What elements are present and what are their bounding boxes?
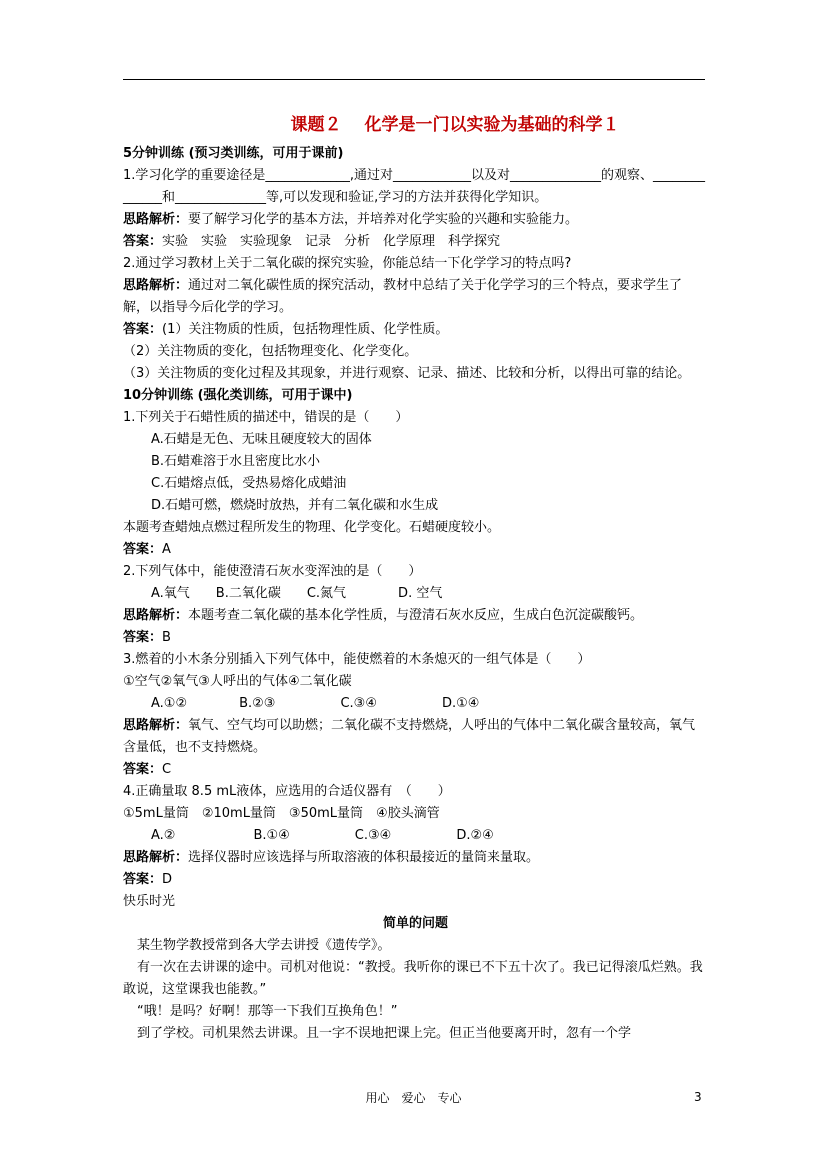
answer-label: 答案： (123, 872, 163, 887)
analysis-text: 要了解学习化学的基本方法，并培养对化学实验的兴趣和实验能力。 (188, 212, 579, 227)
test-2-options: A.氧气 B.二氧化碳 C.氮气 D. 空气 (151, 586, 443, 601)
answer-label: 答案： (123, 762, 163, 777)
test-3-options: A.①② B.②③ C.③④ D.①④ (151, 696, 480, 711)
question-2: 2.通过学习教材上关于二氧化碳的探究实验，你能总结一下化学学习的特点吗? (123, 256, 572, 271)
analysis-label: 思路解析： (123, 278, 189, 293)
answer-label: 答案： (123, 322, 163, 337)
document-body (123, 143, 708, 1045)
test-1-answer (123, 539, 708, 561)
section-heading-10min: 10分钟训练 (强化类训练，可用于课中) (123, 388, 353, 403)
answer-text: C (162, 762, 172, 777)
answer-2-part-3: （3）关注物质的变化过程及其现象，并进行观察、记录、描述、比较和分析，以得出可靠的结论。 (123, 366, 691, 381)
option-b: B.石蜡难溶于水且密度比水小 (151, 454, 321, 469)
test-question-4: 4.正确量取 8.5 mL液体，应选用的合适仪器有 （ ） (123, 784, 451, 799)
option-c: C.石蜡熔点低，受热易熔化成蜡油 (151, 476, 347, 491)
test-question-2: 2.下列气体中，能使澄清石灰水变浑浊的是（ ） (123, 564, 422, 579)
section-heading-5min: 5分钟训练 (预习类训练，可用于课前) (123, 146, 344, 161)
test-2-analysis (123, 605, 708, 627)
footer-motto: 用心 爱心 专心 (365, 1091, 462, 1105)
test-4-options: A.② B.①④ C.③④ D.②④ (151, 828, 494, 843)
test-3-analysis (123, 715, 708, 759)
fun-time-heading: 快乐时光 (123, 894, 176, 909)
answer-1 (123, 231, 708, 253)
answer-label: 答案： (123, 234, 163, 249)
test-4-answer (123, 869, 708, 891)
analysis-text: 通过对二氧化碳性质的探究活动，教材中总结了关于化学学习的三个特点，要求学生了解，以指导今后化学的学习。 (123, 278, 683, 315)
test-question-1: 1.下列关于石蜡性质的描述中，错误的是（ ） (123, 410, 409, 425)
header-rule (123, 79, 705, 80)
analysis-label: 思路解析： (123, 212, 189, 227)
story-paragraph-1: 某生物学教授常到各大学去讲授《遗传学》。 (137, 938, 391, 953)
test-4-items: ①5mL量筒 ②10mL量筒 ③50mL量筒 ④胶头滴管 (123, 806, 440, 821)
page-title: 课题２ 化学是一门以实验为基础的科学１ (290, 115, 620, 135)
test-question-3: 3.燃着的小木条分别插入下列气体中，能使燃着的木条熄灭的一组气体是（ ） (123, 652, 591, 667)
analysis-2 (123, 275, 708, 319)
answer-label: 答案： (123, 630, 163, 645)
test-4-analysis (123, 847, 708, 869)
answer-label: 答案： (123, 542, 163, 557)
question-1: 1.学习化学的重要途径是_____________,通过对____________以及对______________的观察、______________和______________等,可以发现和验证,学习的方法并获得化学知识。 (123, 168, 706, 205)
answer-text: B (162, 630, 171, 645)
story-paragraph-3: “哦！是吗？好啊！那等一下我们互换角色！” (137, 1004, 398, 1019)
analysis-text: 选择仪器时应该选择与所取溶液的体积最接近的量筒来量取。 (188, 850, 540, 865)
page-number: 3 (694, 1090, 702, 1104)
story-title: 简单的问题 (382, 916, 448, 931)
answer-2-part-1 (123, 319, 708, 341)
analysis-label: 思路解析： (123, 718, 189, 733)
option-d: D.石蜡可燃，燃烧时放热，并有二氧化碳和水生成 (151, 498, 439, 513)
analysis-text: 本题考查二氧化碳的基本化学性质，与澄清石灰水反应，生成白色沉淀碳酸钙。 (188, 608, 644, 623)
analysis-label: 思路解析： (123, 850, 189, 865)
option-a: A.石蜡是无色、无味且硬度较大的固体 (151, 432, 372, 447)
story-paragraph-4: 到了学校。司机果然去讲课。且一字不误地把课上完。但正当他要离开时，忽有一个学 (137, 1026, 632, 1041)
analysis-label: 思路解析： (123, 608, 189, 623)
answer-text: (1）关注物质的性质，包括物理性质、化学性质。 (162, 322, 449, 337)
story-paragraph-2: 有一次在去讲课的途中。司机对他说：“教授。我听你的课已不下五十次了。我已记得滚瓜烂熟。我敢说，这堂课我也能教。” (123, 960, 703, 997)
answer-text: D (162, 872, 173, 887)
analysis-text: 氧气、空气均可以助燃；二氧化碳不支持燃烧，人呼出的气体中二氧化碳含量较高，氧气含量低，也不支持燃烧。 (123, 718, 696, 755)
test-3-answer (123, 759, 708, 781)
test-1-note: 本题考查蜡烛点燃过程所发生的物理、化学变化。石蜡硬度较小。 (123, 520, 501, 535)
answer-2-part-2: （2）关注物质的变化，包括物理变化、化学变化。 (123, 344, 418, 359)
test-3-items: ①空气②氧气③人呼出的气体④二氧化碳 (123, 674, 352, 689)
analysis-1 (123, 209, 708, 231)
test-2-answer (123, 627, 708, 649)
answer-text: 实验 实验 实验现象 记录 分析 化学原理 科学探究 (162, 234, 501, 249)
answer-text: A (162, 542, 171, 557)
